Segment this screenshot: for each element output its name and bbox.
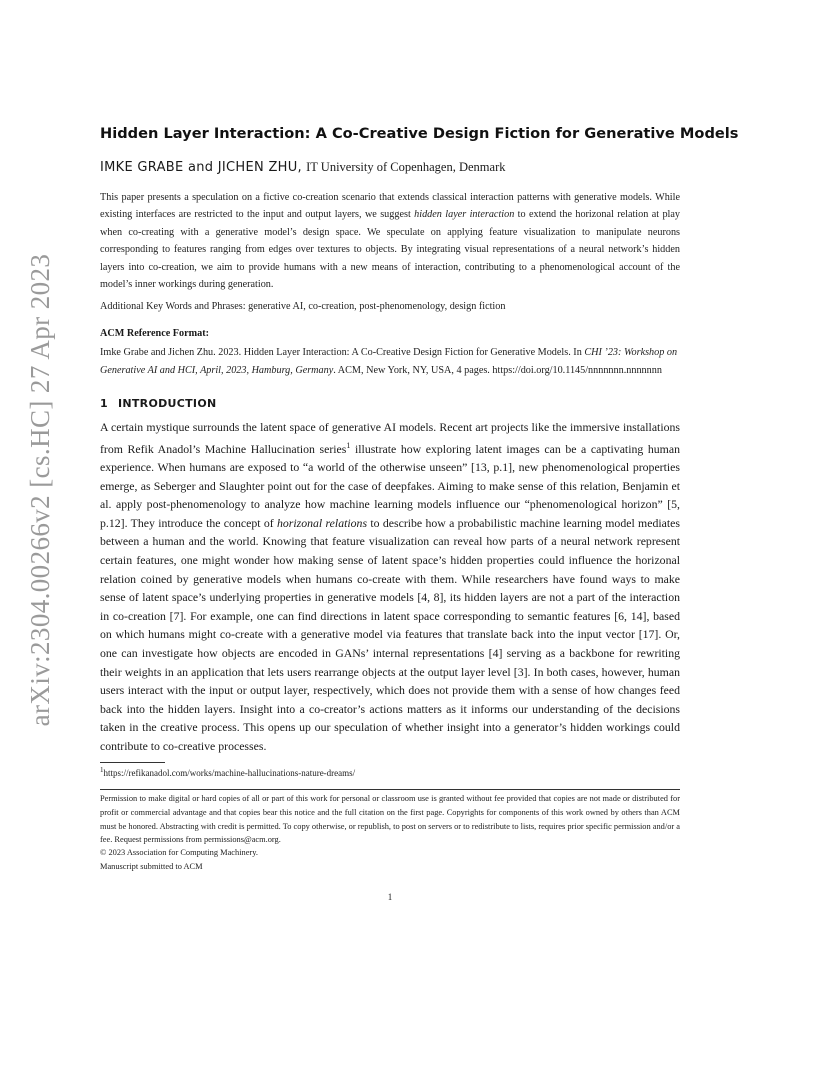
abstract-part-1: This paper presents a speculation on a fictive co-creation scenario that extends classical interaction patterns with generative models. While existing interfaces are restricted to the input and output layers, we suggest	[100, 192, 680, 221]
author-line	[100, 160, 505, 175]
permission-notice: Permission to make digital or hard copies of all or part of this work for personal or classroom use is granted without fee provided that copies are not made or distributed for profit or commercial advantage and that copies bear this notice and the full citation on the first page. Copyrights for components of this work owned by others than ACM must be honored. Abstracting with credit is permitted. To copy otherwise, or republish, to post on servers or to redistribute to lists, requires prior specific permission and/or a fee. Request permissions from permissions@acm.org.	[100, 794, 680, 845]
author-affiliation: IT University of Copenhagen, Denmark	[306, 160, 506, 174]
intro-part-3: to describe how a probabilistic machine learning model mediates between a human and the world. Knowing that feature visualization can reveal how parts of a neural network represent certain features, one might wonder how making sense of latent space’s hidden properties could influence the horizonal relation coined by generative models when humans co-create with them. While researchers have found ways to make sense of latent space’s underlying properties in generative models [4, 8], its hidden layers are not a part of the interaction in co-creation [7]. For example, one can find directions in latent space corresponding to semantic features [6, 14], based on which humans might co-create with a generative model via features that translate back into the input vector [17]. Or, one can investigate how objects are encoded in GANs’ internal representations [4] serving as a backbone for rewriting their weights in an application that lets users rearrange objects at the output layer level [3]. In both cases, however, human users interact with the input or output layer, respectively, which does not provide them with a sense of how changes feed back into the hidden layers. Insight into a co-creator’s actions matters as it informs our understanding of the decisions taken in the creative process. This opens up our speculation of whether insight into a generator’s hidden workings could contribute to co-creative processes.	[100, 515, 680, 754]
intro-part-2: illustrate how exploring latent images can be a captivating human experience. When humans are exposed to “a world of the otherwise unseen” [13, p.1], new phenomenological properties emerge, as Seberger and Slaughter point out for the case of deepfakes. Aiming to make sense of this relation, Benjamin et al. apply post-phenomenology to analyze how machine learning models influence our “phenomenological horizon” [5, p.12]. They introduce the concept of	[100, 441, 680, 530]
footnote-divider	[100, 762, 165, 763]
reference-part-1: Imke Grabe and Jichen Zhu. 2023. Hidden Layer Interaction: A Co-Creative Design Fiction for Generative Models. In	[100, 347, 585, 358]
abstract-part-2: to extend the horizonal relation at play when co-creating with a generative model’s design space. We speculate on applying feature visualization to manipulate neurons corresponding to features ranging from edges over textures to objects. By integrating visual representations of a neural network’s hidden layers into co-creation, we aim to provide humans with a new means of interaction, contributing to a phenomenological account of the model’s inner workings during generation.	[100, 209, 680, 291]
intro-emphasis: horizonal relations	[276, 515, 368, 530]
section-heading	[100, 397, 216, 410]
footnote-link[interactable]: https://refikanadol.com/works/machine-hallucinations-nature-dreams/	[103, 768, 356, 778]
author-names: IMKE GRABE and JICHEN ZHU,	[100, 160, 302, 175]
section-title: INTRODUCTION	[117, 397, 217, 410]
copyright-line: © 2023 Association for Computing Machinery.	[100, 848, 258, 857]
section-number: 1	[100, 397, 108, 410]
reference-part-2: . ACM, New York, NY, USA, 4 pages. https://doi.org/10.1145/nnnnnnn.nnnnnnn	[333, 365, 662, 376]
reference-venue: CHI ’23: Workshop on Generative AI and HCI, April, 2023, Hamburg, Germany	[100, 347, 678, 376]
reference-format	[100, 344, 700, 380]
intro-part-1: A certain mystique surrounds the latent space of generative AI models. Recent art projects like the immersive installations from Refik Anadol’s Machine Hallucination series	[100, 420, 680, 456]
paper-title: Hidden Layer Interaction: A Co-Creative Design Fiction for Generative Models	[100, 125, 739, 142]
footnote-marker[interactable]: 1	[346, 440, 351, 450]
submission-note: Manuscript submitted to ACM	[100, 862, 203, 871]
arxiv-identifier: arXiv:2304.00266v2 [cs.HC] 27 Apr 2023	[25, 253, 55, 727]
reference-format-heading: ACM Reference Format:	[100, 328, 209, 339]
footnote	[100, 766, 355, 778]
footnote-number: 1	[100, 766, 104, 774]
permission-divider	[100, 789, 680, 790]
abstract-emphasis: hidden layer interaction	[414, 209, 515, 221]
page-number: 1	[387, 892, 393, 902]
keywords: Additional Key Words and Phrases: generative AI, co-creation, post-phenomenology, design fiction	[100, 301, 506, 312]
introduction-paragraph	[100, 418, 680, 756]
abstract	[100, 189, 680, 293]
